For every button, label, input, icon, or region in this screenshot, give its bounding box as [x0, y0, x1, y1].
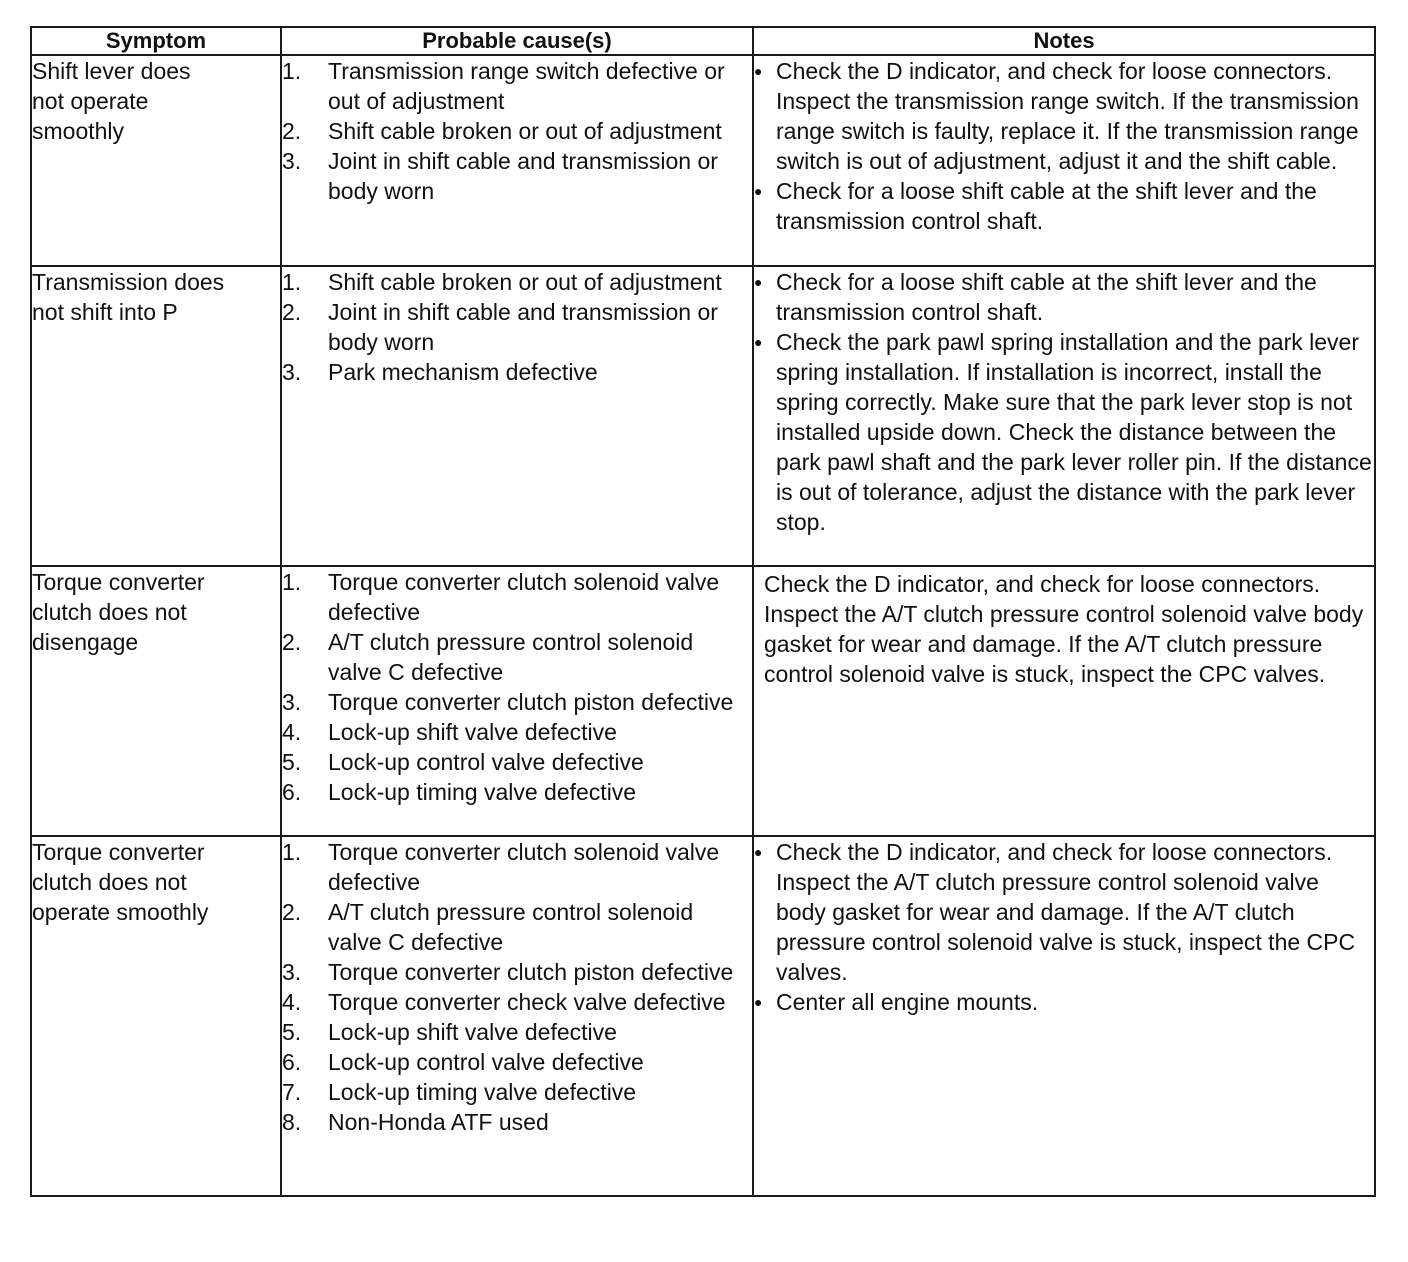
cause-number: 4. [282, 989, 302, 1015]
cause-item [282, 267, 752, 297]
symptom-cell [31, 266, 281, 566]
cause-text: Non-Honda ATF used [328, 1109, 549, 1135]
header-probable-causes: Probable cause(s) [281, 27, 753, 55]
cause-item [282, 357, 752, 387]
cause-text: Lock-up control valve defective [328, 1049, 644, 1075]
cause-item [282, 1017, 752, 1047]
note-item [754, 327, 1374, 537]
causes-cell [281, 566, 753, 836]
bullet-icon: ● [754, 63, 763, 79]
cause-item [282, 1047, 752, 1077]
notes-cell [753, 566, 1375, 836]
header-row [31, 27, 1375, 55]
cause-number: 6. [282, 779, 302, 805]
cause-text: Torque converter clutch piston defective [328, 689, 734, 715]
causes-cell [281, 266, 753, 566]
cause-number: 6. [282, 1049, 302, 1075]
cause-text: Torque converter clutch solenoid valve defective [328, 569, 720, 625]
symptom-cell [31, 55, 281, 266]
note-text: Check for a loose shift cable at the shift lever and the transmission control shaft. [776, 269, 1317, 325]
note-text: Check the D indicator, and check for loose connectors. Inspect the transmission range switch. If the transmission range switch is faulty, replace it. If the transmission range switch is out of adjustment, adjust it and the shift cable. [776, 58, 1359, 174]
cause-number: 3. [282, 359, 302, 385]
notes-cell [753, 836, 1375, 1196]
cause-item [282, 717, 752, 747]
cause-item [282, 957, 752, 987]
causes-cell [281, 836, 753, 1196]
bullet-icon: ● [754, 844, 763, 860]
note-text: Center all engine mounts. [776, 989, 1039, 1015]
cause-number: 2. [282, 899, 302, 925]
bullet-icon: ● [754, 183, 763, 199]
note-text: Check the park pawl spring installation and the park lever spring installation. If installation is incorrect, install the spring correctly. Make sure that the park lever stop is not installed upside down. Check the distance between the park pawl shaft and the park lever roller pin. If the distance is out of tolerance, adjust the distance with the park lever stop. [776, 329, 1372, 535]
cause-item [282, 567, 752, 627]
cause-number: 3. [282, 148, 302, 174]
troubleshooting-table [30, 26, 1376, 1197]
cause-text: Park mechanism defective [328, 359, 598, 385]
note-text: Check for a loose shift cable at the shift lever and the transmission control shaft. [776, 178, 1317, 234]
cause-item [282, 747, 752, 777]
bullet-icon: ● [754, 274, 763, 290]
cause-text: Lock-up shift valve defective [328, 719, 617, 745]
bullet-icon: ● [754, 334, 763, 350]
cause-text: Joint in shift cable and transmission or body worn [328, 148, 718, 204]
cause-text: Lock-up shift valve defective [328, 1019, 617, 1045]
cause-number: 1. [282, 58, 302, 84]
cause-item [282, 1107, 752, 1137]
cause-number: 2. [282, 118, 302, 144]
cause-text: A/T clutch pressure control solenoid valve C defective [328, 899, 694, 955]
cause-item [282, 837, 752, 897]
cause-number: 5. [282, 1019, 302, 1045]
header-notes: Notes [753, 27, 1375, 55]
symptom-text: Torque converter clutch does not disengage [32, 569, 205, 655]
cause-number: 2. [282, 299, 302, 325]
symptom-text: Transmission does not shift into P [32, 269, 225, 325]
cause-number: 1. [282, 839, 302, 865]
cause-item [282, 987, 752, 1017]
header-symptom: Symptom [31, 27, 281, 55]
cause-item [282, 146, 752, 206]
cause-item [282, 297, 752, 357]
cause-item [282, 627, 752, 687]
cause-item [282, 687, 752, 717]
cause-item [282, 1077, 752, 1107]
cause-text: Shift cable broken or out of adjustment [328, 118, 722, 144]
cause-text: Lock-up timing valve defective [328, 779, 637, 805]
symptom-text: Torque converter clutch does not operate smoothly [32, 839, 209, 925]
cause-text: Torque converter clutch solenoid valve defective [328, 839, 720, 895]
note-item [754, 837, 1374, 987]
symptom-cell [31, 836, 281, 1196]
symptom-text: Shift lever does not operate smoothly [32, 58, 191, 144]
cause-text: Lock-up timing valve defective [328, 1079, 637, 1105]
cause-item [282, 897, 752, 957]
cause-item [282, 777, 752, 807]
cause-text: Torque converter check valve defective [328, 989, 726, 1015]
notes-cell [753, 266, 1375, 566]
symptom-cell [31, 566, 281, 836]
notes-cell [753, 55, 1375, 266]
cause-item [282, 56, 752, 116]
cause-text: Lock-up control valve defective [328, 749, 644, 775]
causes-cell [281, 55, 753, 266]
cause-text: A/T clutch pressure control solenoid valve C defective [328, 629, 694, 685]
cause-text: Joint in shift cable and transmission or body worn [328, 299, 718, 355]
table-row [31, 55, 1375, 266]
note-item [754, 267, 1374, 327]
cause-number: 3. [282, 689, 302, 715]
bullet-icon: ● [754, 994, 763, 1010]
cause-number: 3. [282, 959, 302, 985]
note-text: Check the D indicator, and check for loose connectors. Inspect the A/T clutch pressure control solenoid valve body gasket for wear and damage. If the A/T clutch pressure control solenoid valve is stuck, inspect the CPC valves. [764, 571, 1364, 687]
note-text: Check the D indicator, and check for loose connectors. Inspect the A/T clutch pressure control solenoid valve body gasket for wear and damage. If the A/T clutch pressure control solenoid valve is stuck, inspect the CPC valves. [776, 839, 1356, 985]
cause-text: Shift cable broken or out of adjustment [328, 269, 722, 295]
cause-number: 2. [282, 629, 302, 655]
table-row [31, 836, 1375, 1196]
cause-number: 8. [282, 1109, 302, 1135]
cause-number: 7. [282, 1079, 302, 1105]
note-item [754, 987, 1374, 1017]
note-item [754, 176, 1374, 236]
cause-number: 5. [282, 749, 302, 775]
cause-item [282, 116, 752, 146]
cause-text: Torque converter clutch piston defective [328, 959, 734, 985]
cause-number: 4. [282, 719, 302, 745]
table-row [31, 266, 1375, 566]
note-item [754, 56, 1374, 176]
cause-text: Transmission range switch defective or out of adjustment [328, 58, 725, 114]
cause-number: 1. [282, 269, 302, 295]
table-row [31, 566, 1375, 836]
cause-number: 1. [282, 569, 302, 595]
